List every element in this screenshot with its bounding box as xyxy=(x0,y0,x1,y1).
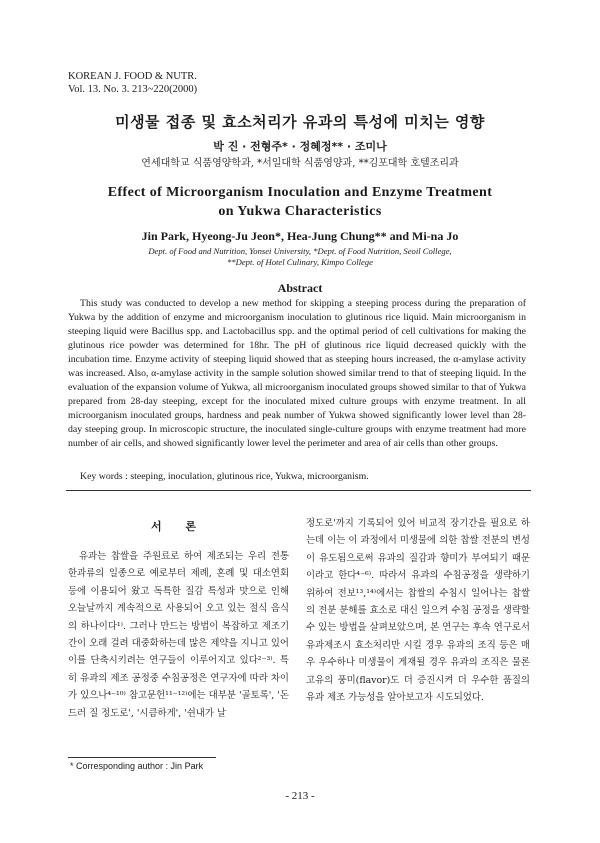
journal-volume: Vol. 13. No. 3. 213~220(2000) xyxy=(68,84,198,95)
footnote-rule xyxy=(68,757,216,758)
intro-left-column xyxy=(68,518,289,722)
korean-title: 미생물 접종 및 효소처리가 유과의 특성에 미치는 영향 xyxy=(115,113,485,131)
english-title-line2: on Yukwa Characteristics xyxy=(218,204,382,219)
english-affil-line2: **Dept. of Hotel Culinary, Kimpo College xyxy=(227,257,373,267)
korean-authors: 박 진 · 전형주* · 정혜정** · 조미나 xyxy=(213,140,387,153)
page-number: - 213 - xyxy=(285,790,315,802)
intro-heading: 서 론 xyxy=(150,520,207,533)
abstract-heading: Abstract xyxy=(277,281,323,295)
korean-affiliations: 연세대학교 식품영양학과, *서일대학 식품영양과, **김포대학 호텔조리과 xyxy=(141,158,459,169)
journal-citation xyxy=(68,70,197,96)
keywords: Key words : steeping, inoculation, glutinous rice, Yukwa, microorganism. xyxy=(80,471,369,482)
english-title xyxy=(0,183,600,221)
abstract-body xyxy=(68,297,526,452)
english-authors: Jin Park, Hyeong-Ju Jeon*, Hea-Jung Chung** and Mi-na Jo xyxy=(141,229,459,243)
english-title-line1: Effect of Microorganism Inoculation and Enzyme Treatment xyxy=(107,185,493,200)
intro-right-column xyxy=(306,515,530,706)
english-affiliations xyxy=(0,246,600,268)
intro-paragraph-right: 정도로'까지 기록되어 있어 비교적 장기간을 필요로 하는데 이는 이 과정에서 미생물에 의한 찹쌀 전분의 변성이 유도됨으로써 유과의 질감과 향미가 부여되기 때문이라고 한다⁴⁻⁶⁾. 따라서 유과의 수침공정을 생략하기 위하여 전보¹³,¹⁴⁾에서는 찹쌀의 수침시 일어나는 찹쌀의 전분 분해를 효소로 대신 일으켜 수침 공정을 생략할 수 있는 방법을 살펴보았으며, 본 연구는 후속 연구로서 유과제조시 효소처리만 시킬 경우 유과의 조직 등은 매우 우수하나 미생물이 게재될 경우 유과의 조직은 물론 고유의 풍미(flavor)도 더 증진시켜 더 우수한 품질의 유과 제조 가능성을 알아보고자 시도되었다. xyxy=(306,518,530,704)
english-affil-line1: Dept. of Food and Nutrition, Yonsei University, *Dept. of Food Nutrition, Seoil College, xyxy=(148,246,452,256)
corresponding-author-footnote: * Corresponding author : Jin Park xyxy=(70,761,204,771)
journal-name: KOREAN J. FOOD & NUTR. xyxy=(68,71,197,82)
section-divider xyxy=(66,490,531,491)
intro-paragraph-left: 유과는 찹쌀을 주원료로 하여 제조되는 우리 전통 한과류의 일종으로 예로부터 제례, 혼례 및 대소연회 등에 이용되어 왔고 독특한 질감 특성과 맛으로 인해 오늘날까지 계속적으로 사용되어 오고 있는 절식 음식의 하나이다¹⁾. 그러나 만드는 방법이 복잡하고 제조기간이 오래 걸려 대중화하는데 많은 제약을 지니고 있어 이를 단축시키려는 연구들이 이루어지고 있다²⁻³⁾. 특히 유과의 제조 공정중 수침공정은 연구자에 따라 차이가 있으나⁴⁻¹⁰⁾ 참고문헌¹¹⁻¹²⁾에는 대부분 '골토록', '돈드러 질 정도로', '시큼하게', '쉰내가 날 xyxy=(68,551,289,719)
abstract-text: This study was conducted to develop a new method for skipping a steeping process during the preparation of Yukwa by the addition of enzyme and microorganism inoculation to glutinous rice liquid. Main microorganism in steeping liquid were Bacillus spp. and Lactobacillus spp. and the optimal period of cell cultivations for making the glutinous rice powder was determined for 18hr. The pH of glutinous rice liquid decreased quickly with the incubation time. Enzyme activity of steeping liquid showed that as steeping hours increased, the α-amylase activity was increased. Also, α-amylase activity in the sample solution showed similar trend to that of steeping liquid. In the evaluation of the expansion volume of Yukwa, all microorganism inoculated groups showed similar to that of Yukwa prepared from 28-day steeping, except for the inoculated mixed culture groups with enzyme treatment. In all microorganism inoculated groups, hardness and peak number of Yukwa showed significantly lower level than 28-day steeping group. In microscopic structure, the inoculated single-culture groups with enzyme treatment had more number of air cells, and showed significantly lower level the perimeter and area of air cells than other groups. xyxy=(68,298,526,450)
